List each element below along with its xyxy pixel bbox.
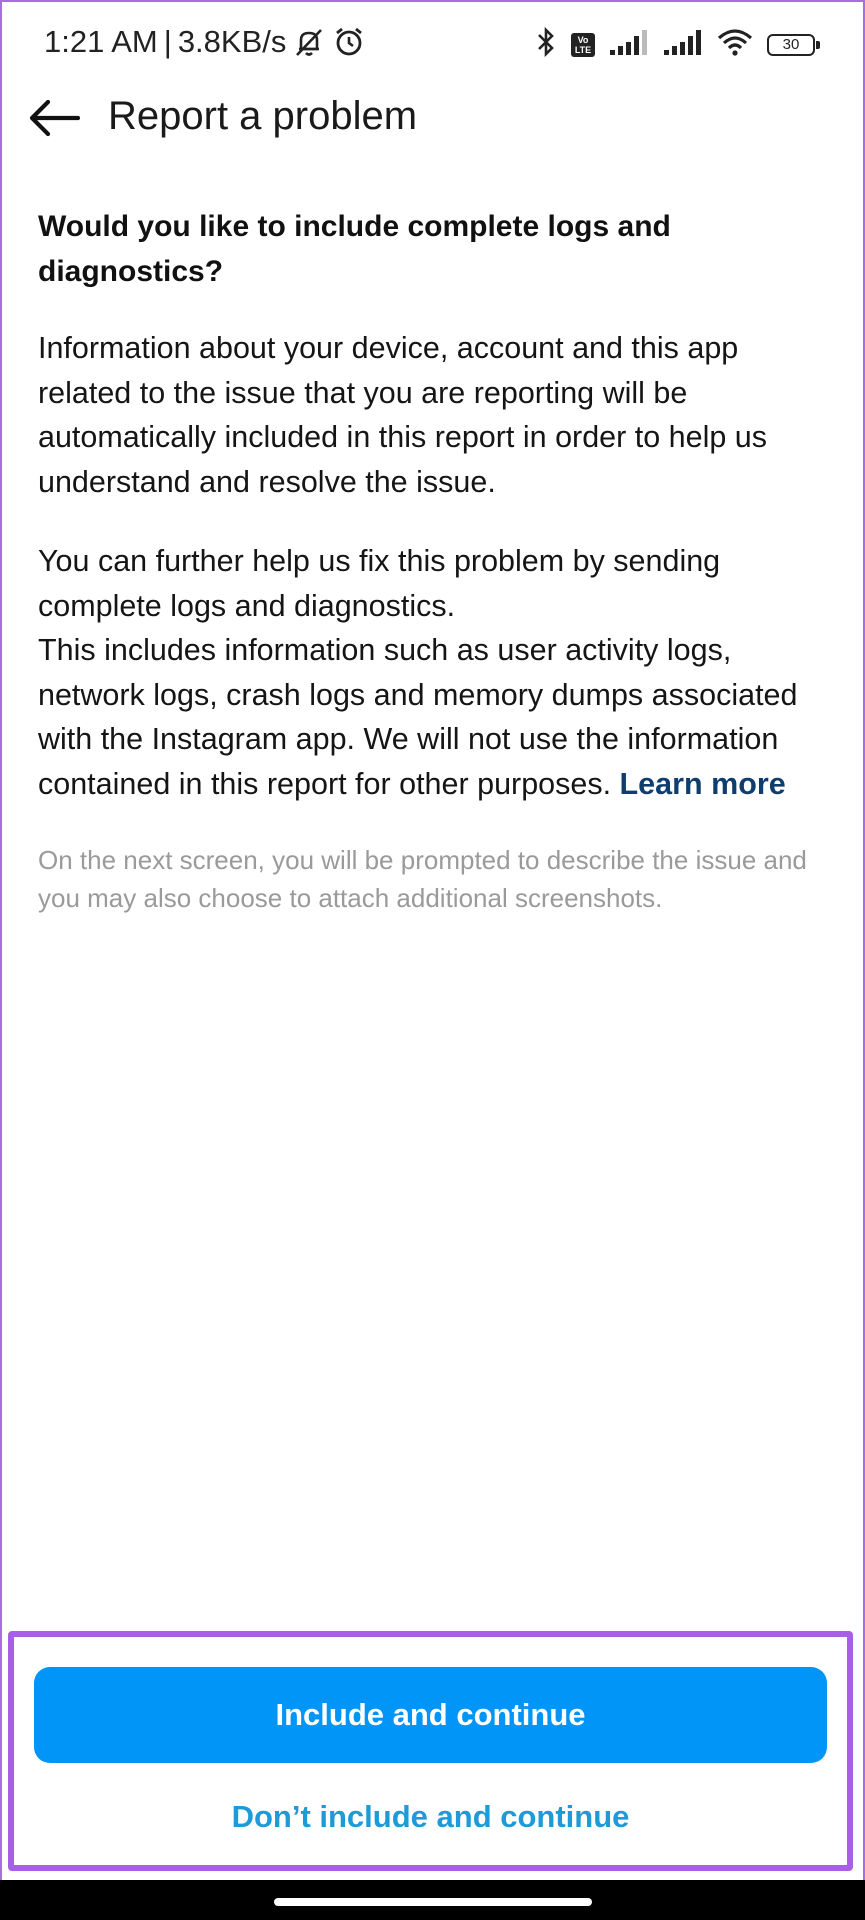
status-bar-right (535, 26, 815, 63)
back-button[interactable] (22, 90, 86, 146)
navigation-bar (0, 1880, 865, 1920)
logs-paragraph (38, 539, 838, 806)
app-header (0, 86, 865, 150)
learn-more-link[interactable]: Learn more (619, 766, 786, 801)
alarm-icon (332, 25, 366, 59)
dont-include-and-continue-button[interactable]: Don’t include and continue (34, 1785, 827, 1849)
network-speed: 3.8KB/s (177, 24, 287, 59)
mute-icon (292, 25, 326, 59)
report-content (38, 204, 838, 917)
bluetooth-icon (535, 26, 557, 63)
signal-icon (663, 28, 703, 61)
battery-icon (767, 34, 815, 56)
page-title: Report a problem (108, 94, 418, 138)
action-panel (8, 1631, 853, 1871)
home-indicator[interactable] (274, 1898, 592, 1906)
status-bar-left (44, 24, 366, 60)
logs-paragraph-line-2: This includes information such as user activity logs, network logs, crash logs and memory dumps associated with the Instagram app. We will not use the information contained in this report for other purposes. (38, 633, 798, 801)
info-paragraph: Information about your device, account and this app related to the issue that you are reporting will be automatically included in this report in order to help us understand and resolve the issue. (38, 331, 768, 499)
battery-level: 30 (782, 36, 800, 53)
wifi-icon (717, 28, 753, 61)
status-bar (0, 0, 865, 86)
include-and-continue-button[interactable]: Include and continue (34, 1667, 827, 1763)
volte-top-label: Vo (577, 34, 589, 45)
logs-paragraph-line-1: You can further help us fix this problem by sending complete logs and diagnostics. (38, 544, 721, 623)
question-heading: Would you like to include complete logs and diagnostics? (38, 210, 671, 288)
volte-icon (571, 33, 595, 57)
status-separator: | (163, 24, 172, 59)
signal-icon (609, 28, 649, 61)
next-screen-note: On the next screen, you will be prompted to describe the issue and you may also choose to attach additional screenshots. (38, 845, 807, 913)
status-time: 1:21 AM (44, 24, 158, 59)
volte-bottom-label: LTE (574, 44, 592, 55)
back-arrow-icon (28, 98, 80, 138)
